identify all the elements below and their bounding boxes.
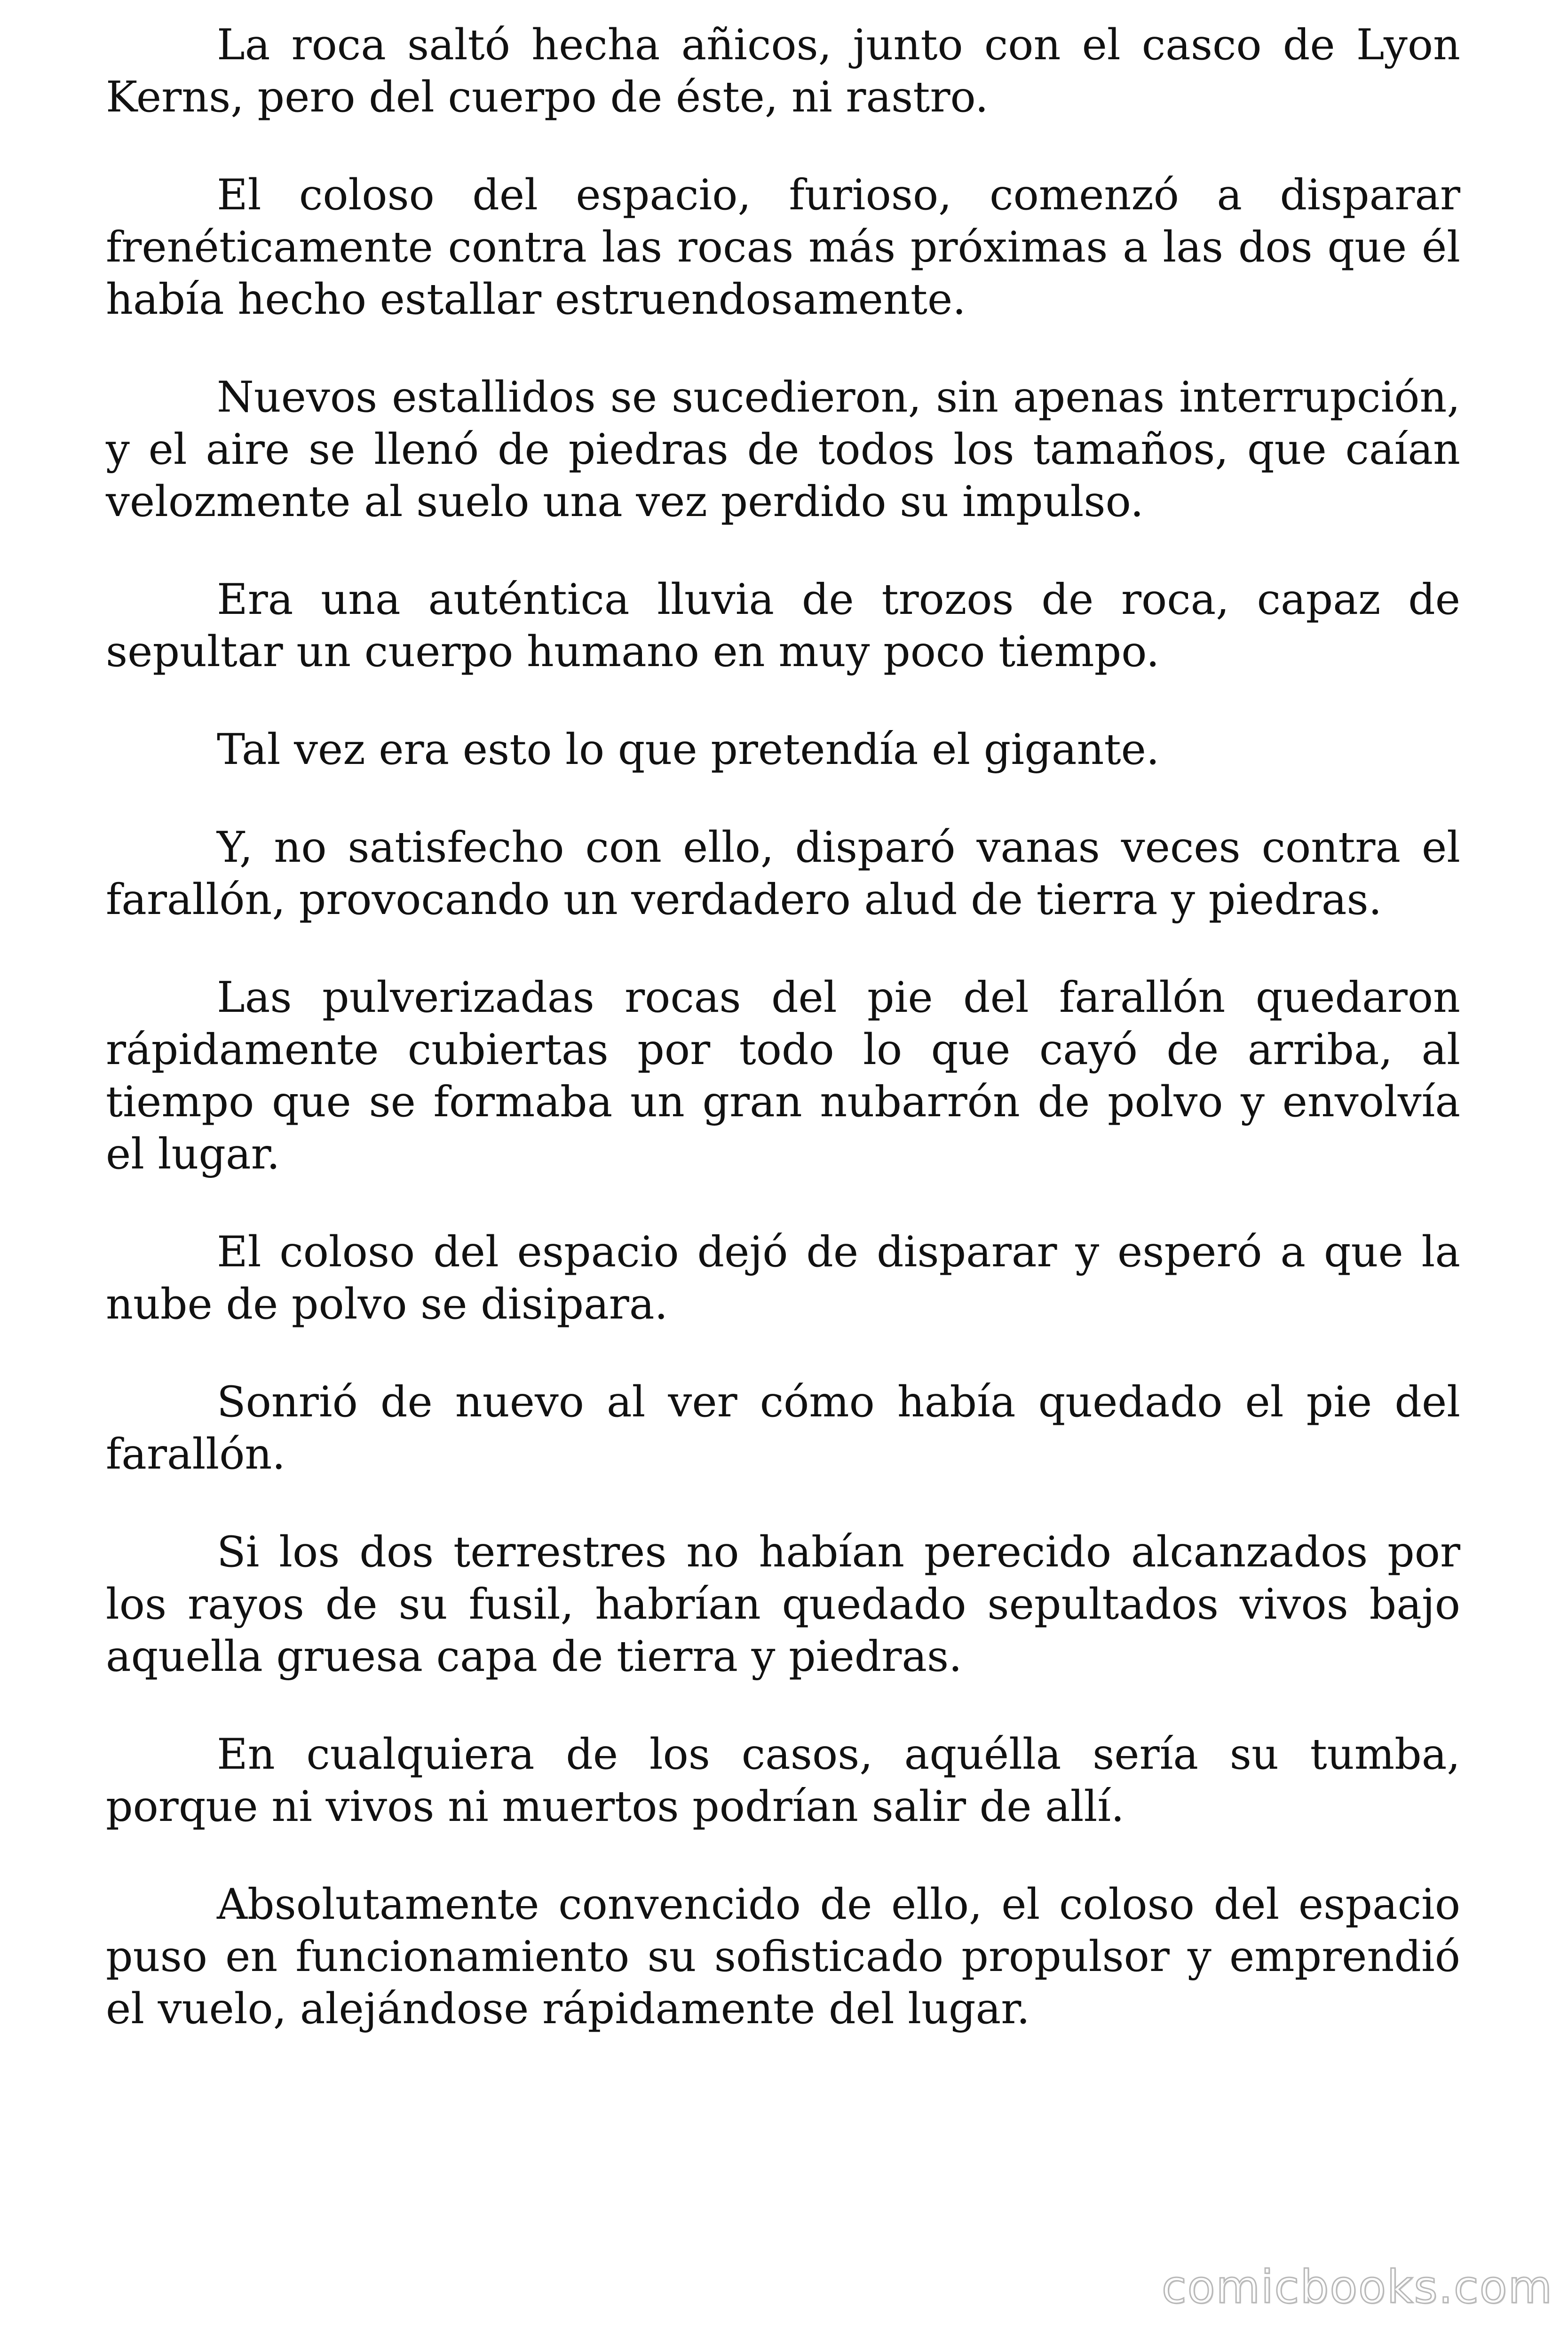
- body-text: [106, 19, 1460, 2081]
- paragraph: Y, no satisfecho con ello, disparó vanas veces contra el farallón, provocando un verdadero alud de tierra y piedras.: [106, 823, 1460, 924]
- paragraph: La roca saltó hecha añicos, junto con el casco de Lyon Kerns, pero del cuerpo de éste, ni rastro.: [106, 20, 1460, 122]
- paragraph: Era una auténtica lluvia de trozos de roca, capaz de sepultar un cuerpo humano en muy poco tiempo.: [106, 575, 1460, 676]
- paragraph: Las pulverizadas rocas del pie del farallón quedaron rápidamente cubiertas por todo lo que cayó de arriba, al tiempo que se formaba un gran nubarrón de polvo y envolvía el lugar.: [106, 973, 1460, 1179]
- paragraph: En cualquiera de los casos, aquélla sería su tumba, porque ni vivos ni muertos podrían salir de allí.: [106, 1730, 1460, 1831]
- paragraph: Si los dos terrestres no habían perecido alcanzados por los rayos de su fusil, habrían quedado sepultados vivos bajo aquella gruesa capa de tierra y piedras.: [106, 1527, 1460, 1681]
- paragraph: Sonrió de nuevo al ver cómo había quedado el pie del farallón.: [106, 1377, 1460, 1479]
- paragraph: Absolutamente convencido de ello, el coloso del espacio puso en funcionamiento su sofisticado propulsor y emprendió el vuelo, alejándose rápidamente del lugar.: [106, 1880, 1460, 2034]
- watermark: comicbooks.com: [1161, 2261, 1553, 2313]
- paragraph: Tal vez era esto lo que pretendía el gigante.: [217, 725, 1160, 774]
- paragraph: El coloso del espacio, furioso, comenzó a disparar frenéticamente contra las rocas más próximas a las dos que él había hecho estallar estruendosamente.: [106, 170, 1460, 324]
- paragraph: El coloso del espacio dejó de disparar y esperó a que la nube de polvo se disipara.: [106, 1227, 1460, 1329]
- paragraph: Nuevos estallidos se sucedieron, sin apenas interrupción, y el aire se llenó de piedras de todos los tamaños, que caían velozmente al suelo una vez perdido su impulso.: [106, 373, 1460, 526]
